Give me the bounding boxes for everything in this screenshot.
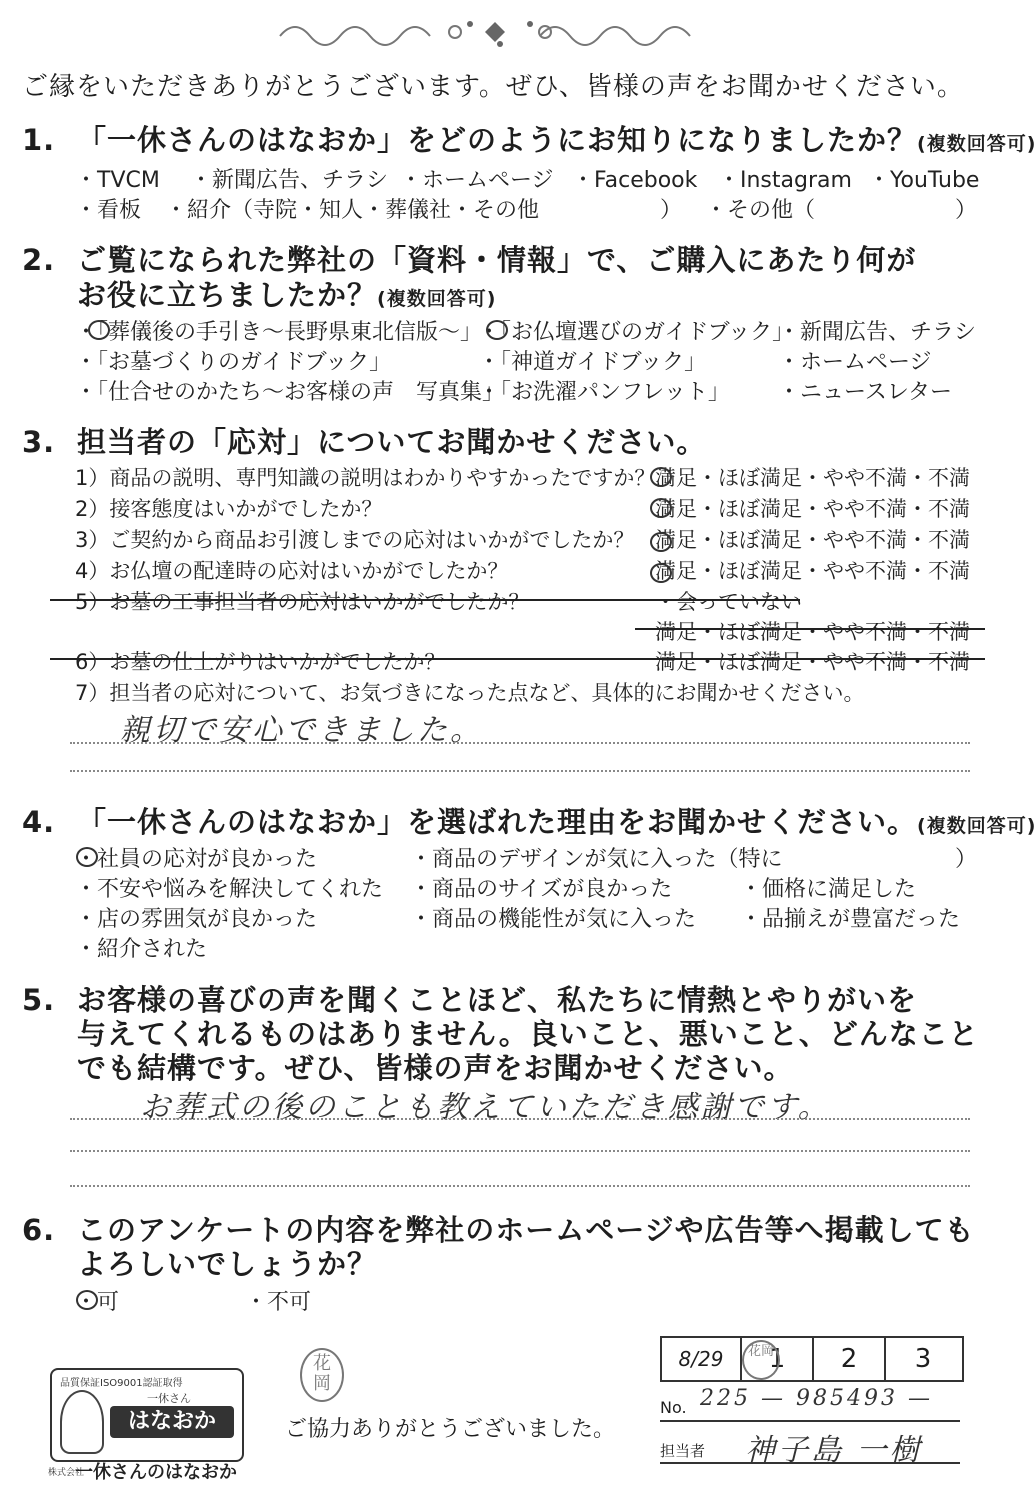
answer-line	[70, 770, 970, 772]
q6-line1: このアンケートの内容を弊社のホームページや広告等へ掲載しても	[77, 1213, 975, 1247]
number-value: 225 — 985493 —	[700, 1386, 933, 1411]
q4-note: (複数回答可)	[917, 815, 1036, 837]
staff-underline	[660, 1462, 960, 1464]
check-circle-mark	[76, 847, 98, 867]
q2-option-funeral-guide[interactable]: ・「葬儀後の手引き〜長野県東北信版〜」	[75, 320, 483, 345]
q5-line1: お客様の喜びの声を聞くことほど、私たちに情熱とやりがいを	[77, 983, 918, 1017]
q4-number: 4.	[22, 805, 56, 839]
q2-option-newsletter[interactable]: ・ニュースレター	[778, 380, 953, 405]
q2-option-homepage[interactable]: ・ホームページ	[778, 350, 932, 375]
stamp-char-top: 花	[313, 1353, 331, 1374]
q3-item-4: 4）お仏壇の配達時の応対はいかがでしたか？	[75, 559, 509, 583]
q6-number: 6.	[22, 1213, 56, 1247]
q1-option-instagram[interactable]: ・Instagram	[718, 168, 852, 193]
q3-answer-handwritten: 親切で安心できました。	[120, 713, 483, 748]
check-circle-mark	[650, 498, 672, 518]
q6-line2: よろしいでしょうか？	[77, 1247, 378, 1281]
q5-line3: でも結構です。ぜひ、皆様の声をお聞かせください。	[77, 1051, 794, 1085]
q3-number: 3.	[22, 425, 56, 459]
answer-line	[70, 742, 970, 744]
q2-heading-line2	[77, 273, 496, 314]
q3-scale-5[interactable]: 満足・ほぼ満足・やや不満・不満	[655, 620, 970, 644]
strike-line	[635, 628, 985, 630]
q4-option-referral[interactable]: ・紹介された	[75, 937, 208, 962]
thanks-text: ご協力ありがとうございました。	[285, 1417, 616, 1442]
check-circle-mark	[76, 1290, 98, 1310]
q4-heading	[22, 800, 1036, 841]
q2-option-photo-book[interactable]: ・「仕合せのかたち〜お客様の声 写真集」	[75, 380, 505, 405]
q3-heading	[22, 420, 706, 461]
q3-item-1: 1）商品の説明、専門知識の説明はわかりやすかったですか？	[75, 466, 656, 490]
logo-company-name: 一休さんのはなおか	[75, 1462, 237, 1483]
q2-title-line1: ご覧になられた弊社の「資料・情報」で、ご購入にあたり何が	[77, 243, 917, 277]
q4-option-design[interactable]: ・商品のデザインが気に入った（特に	[410, 847, 783, 872]
stamp-char-bottom: 岡	[313, 1373, 331, 1394]
q1-option-signboard[interactable]: ・看板	[75, 198, 142, 223]
q3-not-met[interactable]: ・会っていない	[655, 590, 802, 614]
q5-line2: 与えてくれるものはありません。良いこと、悪いこと、どんなこと	[77, 1017, 979, 1051]
answer-line	[70, 1118, 970, 1120]
check-circle-mark	[650, 467, 672, 487]
q3-scale-1[interactable]: 満足・ほぼ満足・やや不満・不満	[655, 466, 970, 490]
q4-title: 「一休さんのはなおか」を選ばれた理由をお聞かせください。	[77, 805, 918, 839]
q3-item-3: 3）ご契約から商品お引渡しまでの応対はいかがでしたか？	[75, 528, 635, 552]
number-label: No.	[660, 1398, 687, 1417]
company-logo	[50, 1368, 244, 1462]
check-circle-mark	[486, 320, 508, 340]
answer-line	[70, 1185, 970, 1187]
q2-note: (複数回答可)	[377, 288, 497, 310]
q6-option-yes[interactable]: ・可	[75, 1290, 120, 1315]
q1-option-referral[interactable]: ・紹介（寺院・知人・葬儀社・その他	[165, 198, 540, 223]
monk-mascot-icon	[60, 1390, 104, 1454]
q1-other-close: ）	[955, 198, 978, 223]
q3-item-2: 2）接客態度はいかがでしたか？	[75, 497, 383, 521]
q1-option-youtube[interactable]: ・YouTube	[868, 168, 980, 193]
number-underline	[660, 1420, 960, 1422]
q2-option-laundry-pamphlet[interactable]: ・「お洗濯パンフレット」	[478, 380, 730, 405]
q1-option-homepage[interactable]: ・ホームページ	[400, 168, 554, 193]
q4-option-atmosphere[interactable]: ・店の雰囲気が良かった	[75, 907, 318, 932]
q4-option-size[interactable]: ・商品のサイズが良かった	[410, 877, 673, 902]
q1-number: 1.	[22, 123, 56, 157]
strike-line	[50, 599, 800, 601]
q4-option-function[interactable]: ・商品の機能性が気に入った	[410, 907, 697, 932]
q1-option-tvcm[interactable]: ・TVCM	[75, 168, 160, 193]
q3-title: 担当者の「応対」についてお聞かせください。	[77, 425, 707, 459]
grid-cell-2: 2	[814, 1338, 886, 1380]
q1-option-facebook[interactable]: ・Facebook	[572, 168, 698, 193]
hanaoka-stamp	[300, 1348, 344, 1402]
q2-option-butsudan-guide[interactable]: ・「お仏壇選びのガイドブック」	[478, 320, 795, 345]
logo-sub-text: 一休さん	[147, 1392, 191, 1405]
q3-scale-4[interactable]: 満足・ほぼ満足・やや不満・不満	[655, 559, 970, 583]
strike-line	[50, 658, 985, 660]
logo-iso-text: 品質保証ISO9001認証取得	[60, 1378, 183, 1389]
q2-option-grave-guide[interactable]: ・「お墓づくりのガイドブック」	[75, 350, 392, 375]
q3-item-5: 5）お墓の工事担当者の応対はいかがでしたか？	[75, 590, 530, 614]
intro-text: ご縁をいただきありがとうございます。ぜひ、皆様の声をお聞かせください。	[22, 72, 964, 102]
check-grid	[660, 1336, 964, 1382]
grid-cell-1: 1	[742, 1338, 814, 1380]
q2-number: 2.	[22, 243, 56, 277]
q5-answer-handwritten: お葬式の後のことも教えていただき感謝です。	[140, 1090, 831, 1125]
q2-option-newspaper[interactable]: ・新聞広告、チラシ	[778, 320, 977, 345]
q4-option-resolved[interactable]: ・不安や悩みを解決してくれた	[75, 877, 384, 902]
q3-scale-2[interactable]: 満足・ほぼ満足・やや不満・不満	[655, 497, 970, 521]
q3-scale-6[interactable]: 満足・ほぼ満足・やや不満・不満	[655, 650, 970, 674]
q2-option-shinto-guide[interactable]: ・「神道ガイドブック」	[478, 350, 707, 375]
decorative-ornament	[270, 10, 730, 52]
logo-main-text: はなおか	[110, 1406, 234, 1438]
q3-item-6: 6）お墓の仕上がりはいかがでしたか？	[75, 650, 446, 674]
q5-number: 5.	[22, 983, 56, 1017]
q1-option-newspaper[interactable]: ・新聞広告、チラシ	[190, 168, 389, 193]
logo-company-prefix: 株式会社	[48, 1468, 85, 1478]
q2-title-line2: お役に立ちましたか？	[77, 278, 378, 312]
q4-option-selection[interactable]: ・品揃えが豊富だった	[740, 907, 961, 932]
q1-referral-close: ）	[660, 198, 683, 223]
q4-design-close: ）	[955, 847, 978, 872]
q1-heading	[22, 118, 1036, 159]
staff-name: 神子島 一樹	[745, 1433, 923, 1468]
q1-title: 「一休さんのはなおか」をどのようにお知りになりましたか？	[77, 123, 918, 157]
answer-line	[70, 1150, 970, 1152]
staff-label: 担当者	[660, 1442, 706, 1460]
q3-item-7: 7）担当者の応対について、お気づきになった点など、具体的にお聞かせください。	[75, 681, 865, 705]
q1-option-other[interactable]: ・その他（	[705, 198, 816, 223]
q4-option-price[interactable]: ・価格に満足した	[740, 877, 917, 902]
check-circle-mark	[650, 563, 672, 583]
hanaoka-seal: 花岡	[742, 1340, 780, 1380]
q3-scale-3[interactable]: 満足・ほぼ満足・やや不満・不満	[655, 528, 970, 552]
q1-note: (複数回答可)	[917, 133, 1036, 155]
grid-cell-3: 3	[914, 1344, 932, 1374]
q6-option-no[interactable]: ・不可	[245, 1290, 312, 1315]
date-cell: 8/29	[662, 1338, 742, 1380]
check-circle-mark	[88, 320, 110, 340]
q4-option-staff[interactable]: ・社員の応対が良かった	[75, 847, 318, 872]
check-circle-mark	[650, 532, 672, 552]
